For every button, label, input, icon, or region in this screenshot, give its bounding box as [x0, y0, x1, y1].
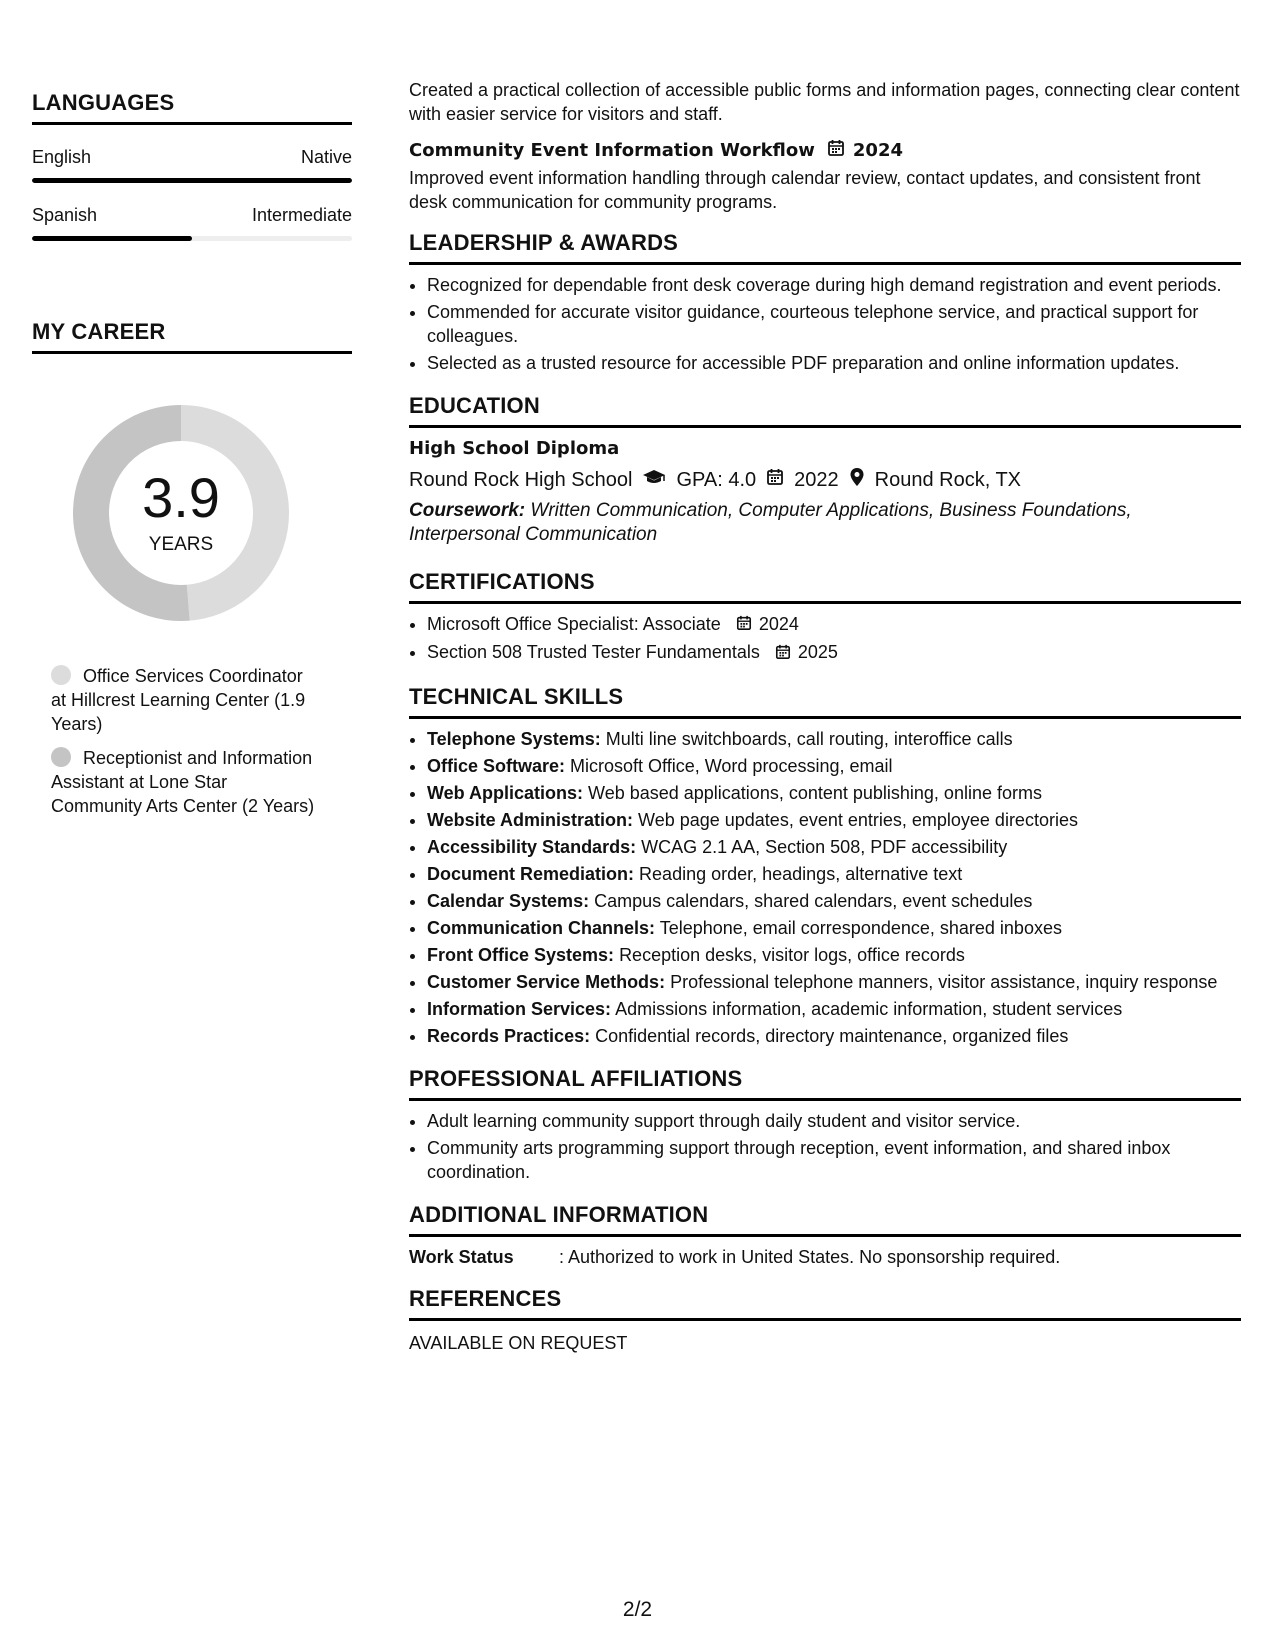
calendar-icon — [736, 613, 752, 637]
certification-name: Section 508 Trusted Tester Fundamentals — [427, 642, 760, 663]
map-pin-icon — [849, 467, 865, 493]
list-item — [427, 781, 1241, 805]
career-donut — [66, 398, 296, 628]
additional-title: ADDITIONAL INFORMATION — [409, 1202, 1241, 1237]
skill-label: Telephone Systems: — [427, 728, 601, 749]
skill-label: Web Applications: — [427, 782, 584, 803]
skill-text: Microsoft Office, Word processing, email — [570, 755, 893, 776]
skill-text: Admissions information, academic information, student services — [615, 998, 1123, 1019]
skill-text: Telephone, email correspondence, shared inboxes — [659, 917, 1062, 938]
affiliations-title: PROFESSIONAL AFFILIATIONS — [409, 1066, 1241, 1101]
intro-text: Created a practical collection of accessible public forms and information pages, connecting clear content with easier service for visitors and staff. — [409, 80, 1240, 124]
certification-year: 2025 — [797, 642, 838, 663]
language-item — [32, 147, 352, 183]
career-section — [32, 319, 352, 818]
skill-label: Customer Service Methods: — [427, 971, 666, 992]
references-text: AVAILABLE ON REQUEST — [409, 1332, 628, 1353]
list-item — [427, 970, 1241, 994]
skill-label: Website Administration: — [427, 809, 634, 830]
language-level: Intermediate — [251, 205, 352, 225]
list-item — [427, 612, 1241, 637]
school-location: Round Rock, TX — [874, 468, 1022, 491]
degree-title: High School Diploma — [409, 438, 620, 459]
work-status-label: Work Status — [409, 1246, 514, 1267]
skill-label: Front Office Systems: — [427, 944, 615, 965]
affiliations-list — [409, 1109, 1241, 1184]
skill-label: Accessibility Standards: — [427, 836, 637, 857]
career-total-unit: YEARS — [148, 534, 214, 555]
list-item — [427, 727, 1241, 751]
work-status-value: : Authorized to work in United States. No sponsorship required. — [559, 1246, 1061, 1267]
school-name: Round Rock High School — [409, 468, 633, 491]
language-name: English — [32, 147, 92, 167]
leadership-section — [409, 230, 1241, 375]
skill-text: WCAG 2.1 AA, Section 508, PDF accessibility — [641, 836, 1008, 857]
project-description: Improved event information handling through calendar review, contact updates, and consistent front desk communication for community programs. — [409, 168, 1201, 212]
skill-text: Multi line switchboards, call routing, interoffice calls — [605, 728, 1013, 749]
certifications-section — [409, 569, 1241, 666]
calendar-icon — [766, 468, 784, 492]
graduation-cap-icon — [642, 468, 666, 492]
skill-text: Reading order, headings, alternative text — [639, 863, 963, 884]
list-item — [427, 997, 1241, 1021]
career-total-value: 3.9 — [142, 466, 220, 529]
skills-list — [409, 727, 1241, 1048]
calendar-icon — [775, 642, 791, 666]
education-section — [409, 393, 1241, 547]
certification-year: 2024 — [758, 614, 799, 634]
leadership-title: LEADERSHIP & AWARDS — [409, 230, 1241, 265]
list-item — [427, 640, 1241, 665]
skill-text: Web page updates, event entries, employee directories — [638, 809, 1078, 830]
education-meta — [409, 467, 1241, 493]
skill-label: Document Remediation: — [427, 863, 635, 884]
career-role-label: Office Services Coordinator at Hillcrest Learning Center (1.9 Years) — [51, 666, 306, 734]
skill-label: Communication Channels: — [427, 917, 656, 938]
language-bar — [32, 236, 352, 241]
list-item — [427, 754, 1241, 778]
skills-title: TECHNICAL SKILLS — [409, 684, 1241, 719]
certifications-title: CERTIFICATIONS — [409, 569, 1241, 604]
list-item — [427, 835, 1241, 859]
list-item: • Selected as a trusted resource for accessible PDF preparation and online information updates. — [427, 351, 1241, 375]
languages-title: LANGUAGES — [32, 90, 352, 125]
language-name: Spanish — [32, 205, 98, 225]
coursework — [409, 499, 1241, 547]
skill-label: Calendar Systems: — [427, 890, 590, 911]
calendar-icon — [827, 139, 845, 162]
list-item — [427, 1024, 1241, 1048]
list-item: • Commended for accurate visitor guidance, courteous telephone service, and practical support for colleagues. — [427, 300, 1241, 348]
skills-section — [409, 684, 1241, 1048]
list-item — [427, 808, 1241, 832]
list-item — [427, 862, 1241, 886]
skill-text: Professional telephone manners, visitor assistance, inquiry response — [670, 971, 1218, 992]
list-item — [427, 889, 1241, 913]
skill-label: Office Software: — [427, 755, 566, 776]
education-title: EDUCATION — [409, 393, 1241, 428]
languages-section — [32, 90, 352, 241]
career-title: MY CAREER — [32, 319, 352, 354]
coursework-label: Coursework: — [409, 500, 526, 521]
language-level: Native — [300, 147, 352, 167]
legend-dot-icon — [51, 665, 71, 685]
graduation-year: 2022 — [794, 468, 839, 491]
project-year: 2024 — [852, 140, 903, 161]
gpa: GPA: 4.0 — [676, 468, 757, 491]
legend-dot-icon — [51, 747, 71, 767]
certifications-list — [409, 612, 1241, 666]
left-column — [32, 90, 352, 828]
leadership-list — [409, 273, 1241, 375]
career-legend-item — [51, 746, 321, 818]
list-item: • Recognized for dependable front desk coverage during high demand registration and event periods. — [427, 273, 1241, 297]
list-item — [427, 943, 1241, 967]
work-status-row — [409, 1247, 1241, 1268]
language-bar — [32, 178, 352, 183]
career-legend — [51, 664, 321, 818]
right-column — [409, 78, 1241, 1355]
skill-label: Records Practices: — [427, 1025, 591, 1046]
language-bar-fill — [32, 178, 352, 183]
skill-text: Web based applications, content publishing, online forms — [588, 782, 1042, 803]
skill-text: Campus calendars, shared calendars, event schedules — [594, 890, 1033, 911]
list-item: • Community arts programming support through reception, event information, and shared inbox coordination. — [427, 1136, 1241, 1184]
career-legend-item — [51, 664, 321, 736]
references-section — [409, 1286, 1241, 1355]
page-number: 2/2 — [622, 1598, 653, 1621]
list-item: • Adult learning community support through daily student and visitor service. — [427, 1109, 1241, 1133]
certification-name: Microsoft Office Specialist: Associate — [427, 614, 721, 634]
additional-section — [409, 1202, 1241, 1268]
references-title: REFERENCES — [409, 1286, 1241, 1321]
career-role-label: Receptionist and Information Assistant at Lone Star Community Arts Center (2 Years) — [51, 748, 315, 816]
list-item — [427, 916, 1241, 940]
project-title-row — [409, 139, 1241, 162]
affiliations-section — [409, 1066, 1241, 1184]
project-title: Community Event Information Workflow — [409, 140, 815, 161]
skill-text: Confidential records, directory maintenance, organized files — [595, 1025, 1069, 1046]
skill-text: Reception desks, visitor logs, office records — [619, 944, 965, 965]
language-bar-fill — [32, 236, 192, 241]
skill-label: Information Services: — [427, 998, 612, 1019]
language-item — [32, 205, 352, 241]
coursework-text: Written Communication, Computer Applications, Business Foundations, Interpersonal Communication — [409, 500, 1132, 545]
